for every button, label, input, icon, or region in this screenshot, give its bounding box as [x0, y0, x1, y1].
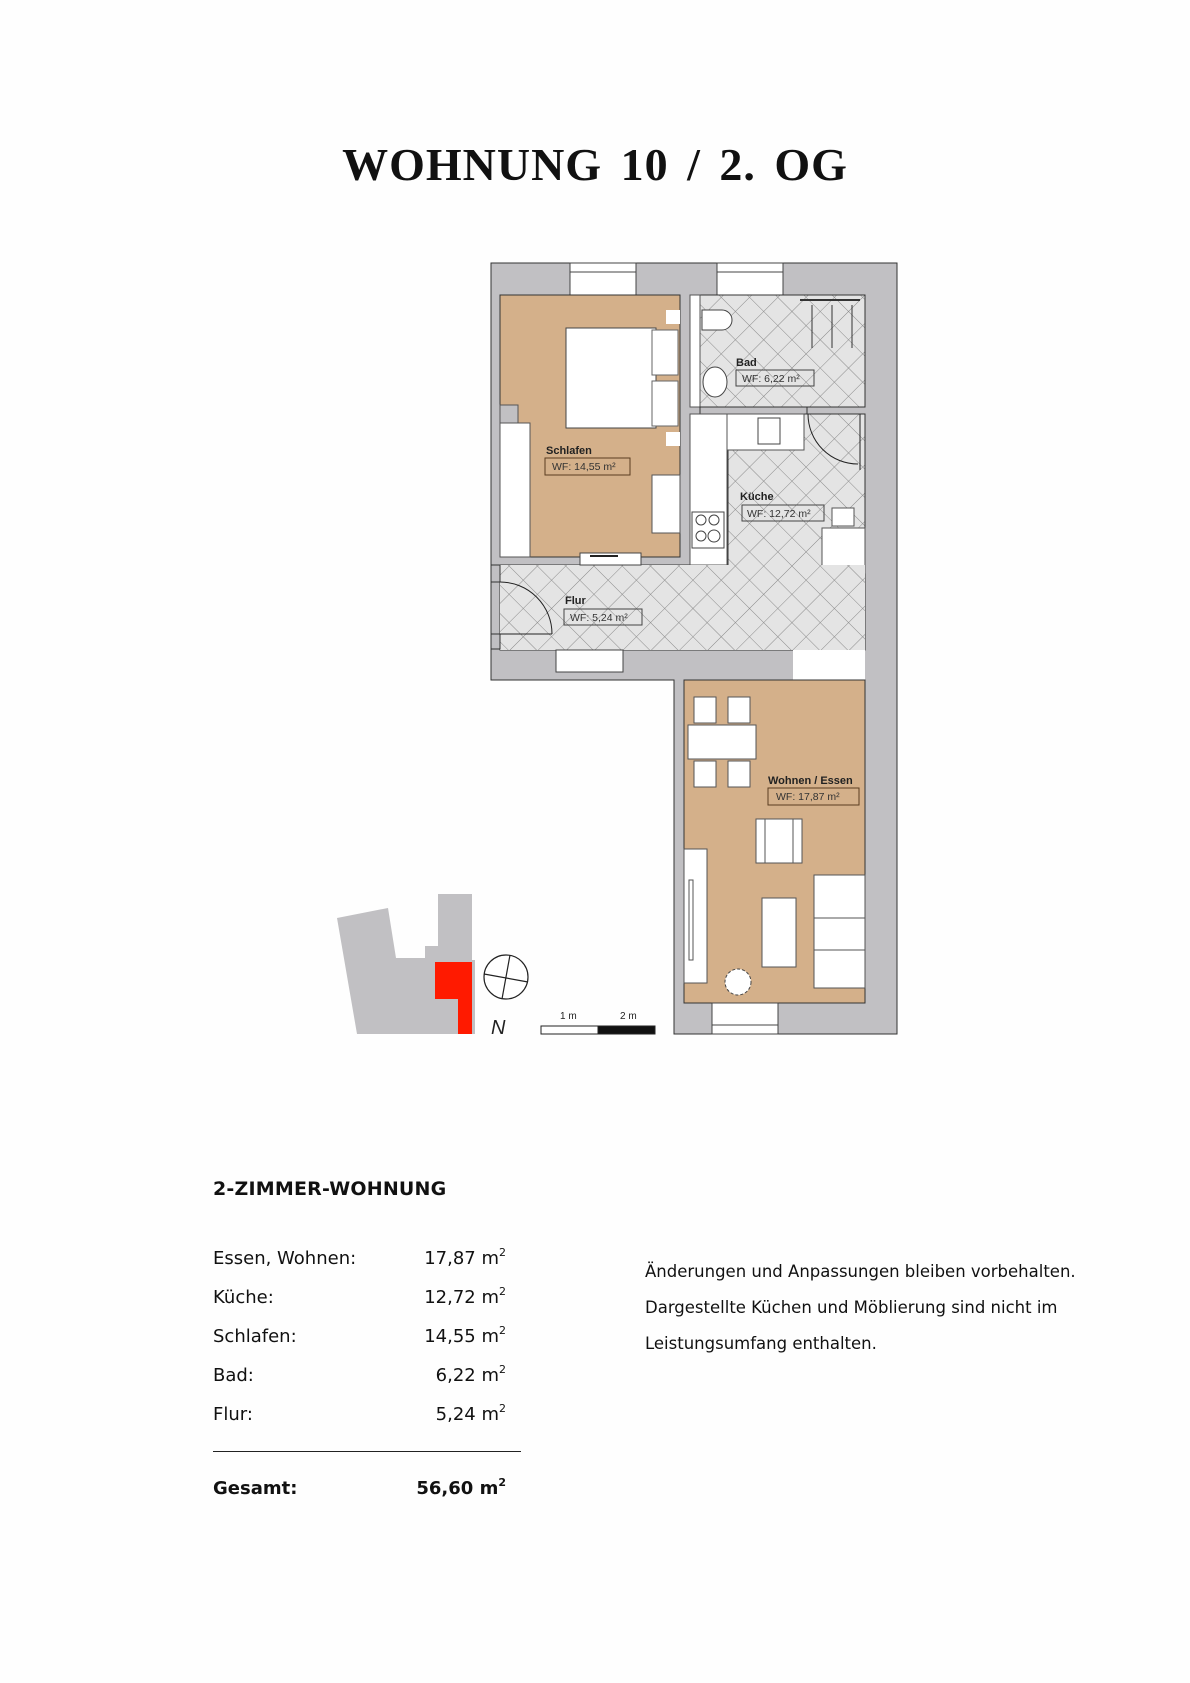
area-row-bad: Bad: 6,22 $m^2$: [213, 1363, 506, 1386]
wf-flur: WF: 5,24 m²: [570, 612, 628, 624]
area-row-essen-wohnen: Essen, Wohnen: 17,87 $m^2$: [213, 1246, 506, 1269]
apartment-type-heading: 2-ZIMMER-WOHNUNG: [213, 1178, 447, 1200]
area-row-flur: Flur: 5,24 $m^2$: [213, 1402, 506, 1425]
area-row-kueche: Küche: 12,72 $m^2$: [213, 1285, 506, 1308]
note-line-3: Leistungsumfang enthalten.: [645, 1334, 877, 1353]
svg-text:2 m: 2 m: [620, 1011, 637, 1022]
wf-wohnen-essen: WF: 17,87 m²: [776, 791, 840, 803]
disclaimer-notes: [645, 1254, 1105, 1362]
total-divider: [213, 1451, 521, 1452]
scale-bar: [541, 1011, 655, 1034]
room-label-bad: Bad: [736, 357, 757, 369]
page-title: WOHNUNG 10 / 2. OG: [342, 139, 848, 190]
note-line-2: Dargestellte Küchen und Möblierung sind nicht im: [645, 1298, 1058, 1317]
wf-schlafen: WF: 14,55 m²: [552, 461, 616, 473]
area-row-schlafen: Schlafen: 14,55 $m^2$: [213, 1324, 506, 1347]
room-label-flur: Flur: [565, 595, 586, 607]
room-schlafen: [500, 295, 680, 557]
area-total-row: Gesamt: 56,60 $m^2$: [213, 1476, 506, 1499]
room-label-wohnen-essen: Wohnen / Essen: [768, 775, 853, 787]
area-table: [213, 1248, 523, 1443]
room-label-schlafen: Schlafen: [546, 445, 592, 457]
room-label-kueche: Küche: [740, 491, 774, 503]
north-label: N: [491, 1017, 506, 1039]
room-wohnen-essen: [684, 680, 865, 1003]
room-bad: [690, 295, 865, 414]
window-wohnen: [712, 1003, 778, 1034]
window-schlafen: [570, 263, 636, 295]
window-bad: [717, 263, 783, 295]
svg-text:1 m: 1 m: [560, 1011, 577, 1022]
wf-bad: WF: 6,22 m²: [742, 373, 800, 385]
site-plan: [337, 894, 475, 1034]
north-compass-icon: [484, 955, 528, 999]
note-line-1: Änderungen und Anpassungen bleiben vorbehalten.: [645, 1262, 1076, 1281]
wf-kueche: WF: 12,72 m²: [747, 508, 811, 520]
